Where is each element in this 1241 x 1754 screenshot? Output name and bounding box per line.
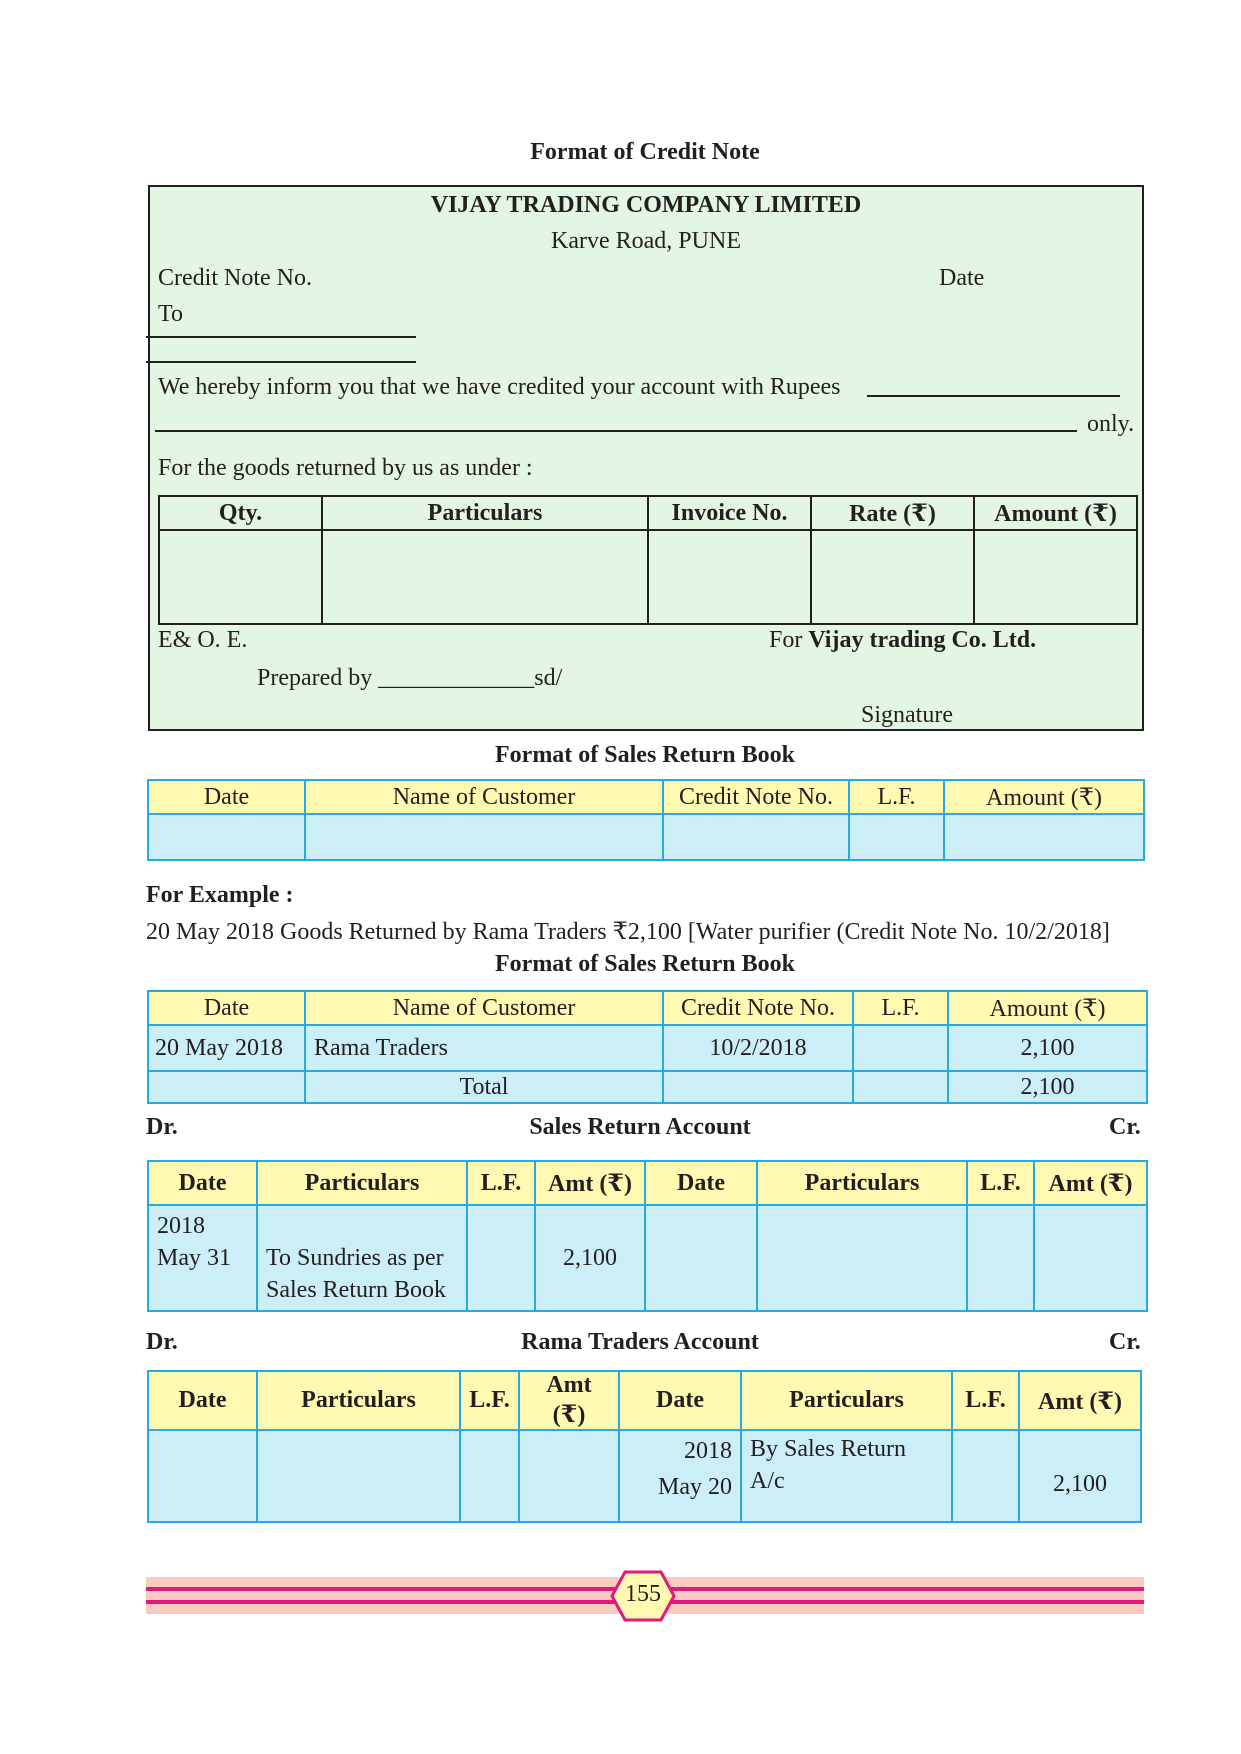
credit-note-heading: Format of Credit Note xyxy=(530,139,760,165)
rama-traders-account-title: Rama Traders Account xyxy=(521,1329,759,1355)
credit-note-box xyxy=(148,185,1144,731)
example-header-date: Date xyxy=(148,991,305,1025)
goods-empty-row xyxy=(159,530,1137,624)
example-header-lf: L.F. xyxy=(853,991,948,1025)
example-row-date: 20 May 2018 xyxy=(148,1025,305,1071)
sales-return-format-heading: Format of Sales Return Book xyxy=(495,742,795,768)
goods-header-qty: Qty. xyxy=(159,496,322,530)
inform-text: We hereby inform you that we have credited your account with Rupees xyxy=(158,374,841,400)
to-line-2 xyxy=(146,361,416,363)
rta-row-month-day: May 20 xyxy=(658,1474,732,1500)
goods-returned-text: For the goods returned by us as under : xyxy=(158,455,533,481)
sales-return-cr: Cr. xyxy=(1109,1114,1141,1140)
sra-row-particulars xyxy=(257,1205,467,1311)
rama-cr: Cr. xyxy=(1109,1329,1141,1355)
sra-header-date-cr: Date xyxy=(645,1161,757,1205)
rta-header-date-cr: Date xyxy=(619,1371,741,1430)
format-header-amount: Amount (₹) xyxy=(944,780,1144,814)
rta-header-particulars-dr: Particulars xyxy=(257,1371,460,1430)
format-empty-row xyxy=(148,814,1144,860)
sra-row-month-day: May 31 xyxy=(157,1245,231,1271)
example-text: 20 May 2018 Goods Returned by Rama Traders ₹2,100 [Water purifier (Credit Note No. 10/2/2018] xyxy=(146,919,1110,945)
to-label: To xyxy=(158,301,183,327)
rta-header-lf-cr: L.F. xyxy=(952,1371,1019,1430)
sra-row-amount: 2,100 xyxy=(535,1205,645,1311)
credit-note-no-label: Credit Note No. xyxy=(158,265,312,291)
sra-header-particulars-cr: Particulars xyxy=(757,1161,967,1205)
sales-return-account-table xyxy=(147,1160,1148,1312)
rama-traders-account-table xyxy=(147,1370,1142,1523)
only-text: only. xyxy=(1087,411,1135,437)
company-name: VIJAY TRADING COMPANY LIMITED xyxy=(430,192,862,218)
sales-return-example-heading: Format of Sales Return Book xyxy=(495,951,795,977)
example-row-customer: Rama Traders xyxy=(305,1025,663,1071)
to-line-1 xyxy=(146,336,416,338)
rupees-words-line xyxy=(155,430,1077,432)
signature-label: Signature xyxy=(861,702,953,728)
rta-header-lf-dr: L.F. xyxy=(460,1371,519,1430)
sales-return-dr: Dr. xyxy=(146,1114,178,1140)
sra-header-amt-dr: Amt (₹) xyxy=(535,1161,645,1205)
format-header-lf: L.F. xyxy=(849,780,944,814)
example-row-lf xyxy=(853,1025,948,1071)
sales-return-format-table xyxy=(147,779,1145,861)
example-row-credit-note: 10/2/2018 xyxy=(663,1025,853,1071)
page-number: 155 xyxy=(625,1581,661,1607)
sra-particulars-line1: To Sundries as per xyxy=(266,1245,444,1271)
total-label: Total xyxy=(305,1071,663,1103)
sra-header-particulars-dr: Particulars xyxy=(257,1161,467,1205)
sales-return-account-title: Sales Return Account xyxy=(529,1114,751,1140)
sra-header-date-dr: Date xyxy=(148,1161,257,1205)
sales-return-example-table xyxy=(147,990,1148,1104)
sra-header-lf-dr: L.F. xyxy=(467,1161,535,1205)
for-company xyxy=(769,627,1036,654)
rama-dr: Dr. xyxy=(146,1329,178,1355)
rta-header-particulars-cr: Particulars xyxy=(741,1371,952,1430)
format-header-credit-note: Credit Note No. xyxy=(663,780,849,814)
company-address: Karve Road, PUNE xyxy=(551,228,741,254)
table-row xyxy=(148,1430,1141,1522)
rta-header-amt-dr: Amt (₹) xyxy=(519,1371,619,1430)
total-amount: 2,100 xyxy=(948,1071,1147,1103)
eoe-text: E& O. E. xyxy=(158,627,248,653)
for-prefix: For xyxy=(769,627,803,653)
rta-header-date-dr: Date xyxy=(148,1371,257,1430)
goods-table xyxy=(158,495,1138,625)
example-label: For Example : xyxy=(146,882,294,908)
rta-header-amt-cr: Amt (₹) xyxy=(1019,1371,1141,1430)
example-header-customer: Name of Customer xyxy=(305,991,663,1025)
sra-particulars-line2: Sales Return Book xyxy=(266,1277,446,1303)
rta-row-amount: 2,100 xyxy=(1019,1430,1141,1522)
rta-particulars-line2: A/c xyxy=(750,1468,785,1494)
example-header-credit-note: Credit Note No. xyxy=(663,991,853,1025)
format-header-customer: Name of Customer xyxy=(305,780,663,814)
rta-row-year: 2018 xyxy=(684,1438,732,1464)
date-label: Date xyxy=(939,265,985,291)
goods-header-invoice: Invoice No. xyxy=(648,496,811,530)
sra-header-amt-cr: Amt (₹) xyxy=(1034,1161,1147,1205)
table-row xyxy=(148,1205,1147,1311)
example-header-amount: Amount (₹) xyxy=(948,991,1147,1025)
rta-particulars-line1: By Sales Return xyxy=(750,1436,906,1462)
for-company-name: Vijay trading Co. Ltd. xyxy=(808,627,1037,653)
sra-row-year: 2018 xyxy=(157,1213,205,1239)
prepared-by: Prepared by _____________sd/ xyxy=(257,665,563,691)
total-row xyxy=(148,1071,1147,1103)
rupees-line xyxy=(867,395,1120,397)
rta-row-date xyxy=(619,1430,741,1522)
format-header-date: Date xyxy=(148,780,305,814)
goods-header-amount: Amount (₹) xyxy=(974,496,1137,530)
goods-header-rate: Rate (₹) xyxy=(811,496,974,530)
goods-header-particulars: Particulars xyxy=(322,496,648,530)
sra-header-lf-cr: L.F. xyxy=(967,1161,1034,1205)
sra-row-date xyxy=(148,1205,257,1311)
rta-row-particulars xyxy=(741,1430,952,1522)
table-row xyxy=(148,1025,1147,1071)
example-row-amount: 2,100 xyxy=(948,1025,1147,1071)
